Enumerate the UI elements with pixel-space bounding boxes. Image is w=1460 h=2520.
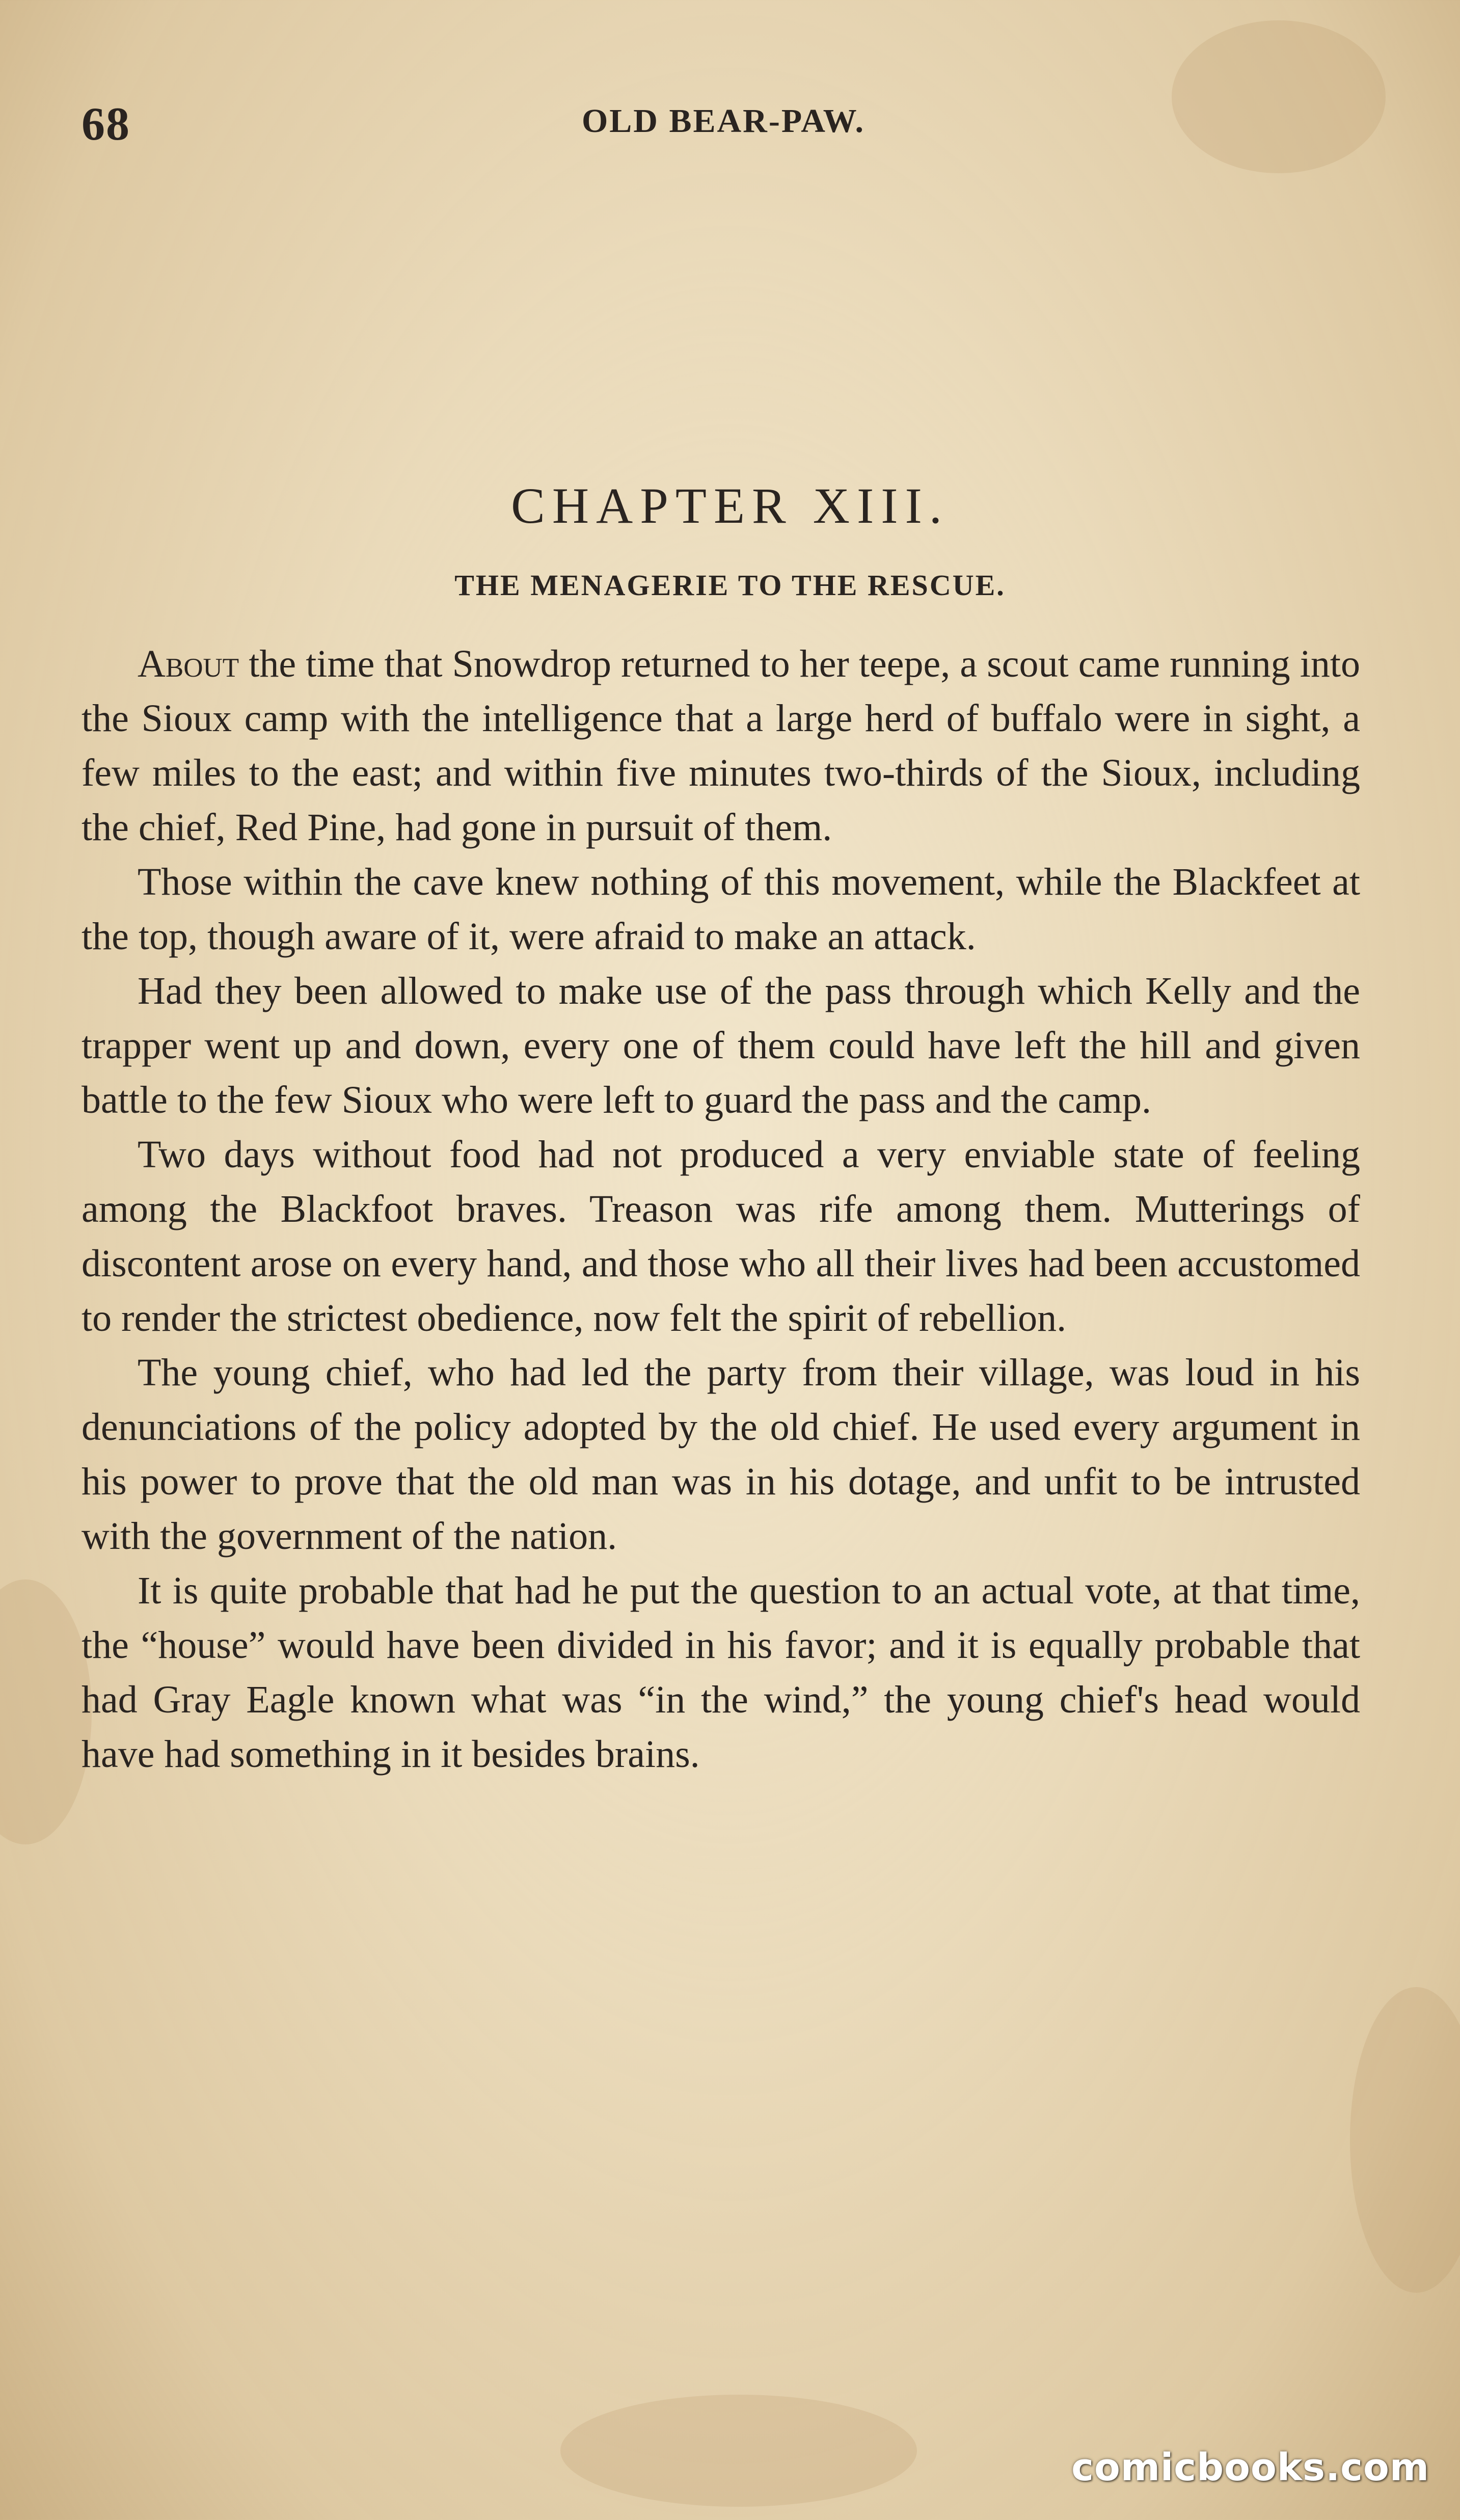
site-watermark: comicbooks.com [1071,2446,1429,2489]
running-head: OLD BEAR-PAW. [581,102,866,140]
paper-stain [560,2395,917,2507]
paper-stain [1350,1987,1460,2293]
paragraph [82,1564,1360,1782]
page-header [82,97,1365,153]
paragraph-lead: About [138,642,239,685]
paragraph [82,855,1360,964]
paragraph [82,1128,1360,1346]
chapter-title: CHAPTER XIII. [511,477,949,534]
chapter-subtitle: THE MENAGERIE TO THE RESCUE. [454,569,1006,602]
paragraph [82,1346,1360,1564]
paragraph-text: the time that Snowdrop returned to her teepe, a scout came running into the Sioux camp with the intelligence that a large herd of buffalo were in sight, a few miles to the east; and within five minutes two-thirds of the Sioux, including the chief, Red Pine, had gone in pursuit of them. [82,642,1360,849]
paragraph-text: Had they been allowed to make use of the pass through which Kelly and the trapper went up and down, every one of them could have left the hill and given battle to the few Sioux who were left to guard the pass and the camp. [82,970,1360,1121]
paragraph-text: The young chief, who had led the party from their village, was loud in his denunciations of the policy adopted by the old chief. He used every argument in his power to prove that the old man was in his dotage, and unfit to be intrusted with the government of the nation. [82,1351,1360,1558]
paragraph-text: It is quite probable that had he put the question to an actual vote, at that time, the “house” would have been divided in his favor; and it is equally probable that had Gray Eagle known what was “in the wind,” the young chief's head would have had something in it besides brains. [82,1569,1360,1776]
paragraph [82,637,1360,855]
paragraph-text: Those within the cave knew nothing of this movement, while the Blackfeet at the top, though aware of it, were afraid to make an attack. [82,861,1360,958]
page-number: 68 [82,98,130,150]
paragraph [82,964,1360,1128]
paper-stain [0,1579,92,1844]
paragraph-text: Two days without food had not produced a very enviable state of feeling among the Blackfoot braves. Treason was rife among them. Mutterings of discontent arose on every hand, and those who all their lives had been accustomed to render the strictest obedience, now felt the spirit of rebellion. [82,1133,1360,1339]
body-text [82,637,1360,1782]
